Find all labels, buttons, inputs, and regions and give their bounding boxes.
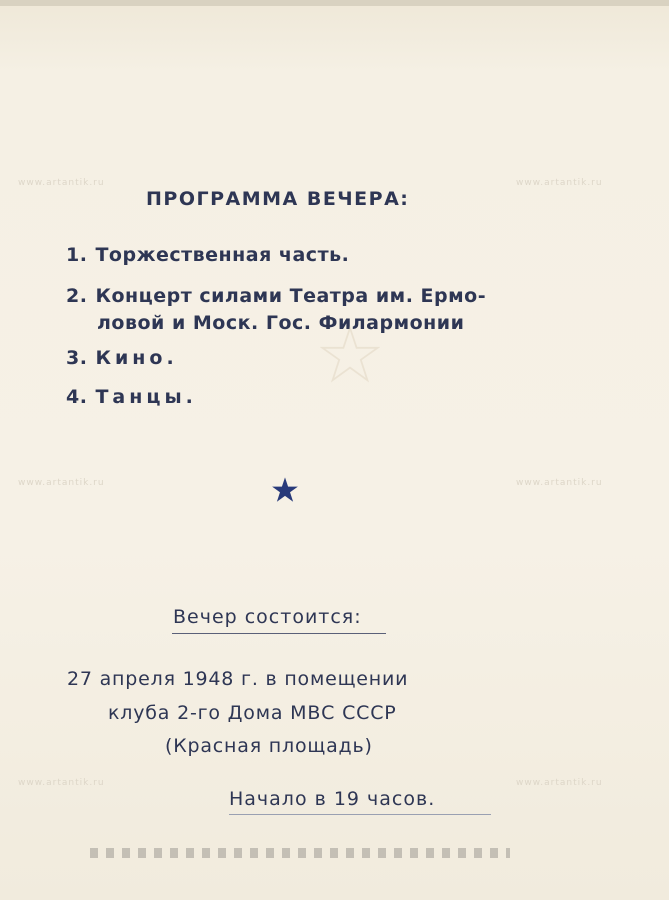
item-number: 1. [66,244,88,266]
item-number: 3. [66,347,88,369]
program-title: ПРОГРАММА ВЕЧЕРА: [146,188,410,210]
program-item [66,343,178,373]
watermark-text: www.artantik.ru [18,478,105,488]
item-text: Торжественная часть. [95,244,350,266]
watermark-text: www.artantik.ru [516,478,603,488]
item-text: Танцы. [95,386,197,408]
event-location-line: (Красная площадь) [165,735,373,757]
watermark-text: www.artantik.ru [18,178,105,188]
event-date-line: 27 апреля 1948 г. в помещении [67,668,409,690]
item-text: Концерт силами Театра им. Ермо- [95,285,487,307]
watermark-text: www.artantik.ru [18,778,105,788]
event-heading-underline [172,633,386,634]
item-text: ловой и Моск. Гос. Филармонии [97,312,465,334]
event-start-underline [229,814,491,815]
watermark-text: www.artantik.ru [516,778,603,788]
event-start-time: Начало в 19 часов. [229,788,436,810]
item-number: 2. [66,285,88,307]
item-text: Кино. [95,347,178,369]
program-item [66,382,197,412]
star-icon [320,325,380,385]
watermark-text: www.artantik.ru [516,178,603,188]
bleed-through-smudge [90,848,510,858]
page-top-edge [0,0,669,6]
event-heading: Вечер состоится: [173,606,362,628]
item-number: 4. [66,386,88,408]
program-item [66,281,486,311]
program-item-continuation [97,308,464,338]
program-item [66,240,349,270]
event-venue-line: клуба 2-го Дома МВС СССР [108,702,397,724]
star-icon [271,476,299,504]
